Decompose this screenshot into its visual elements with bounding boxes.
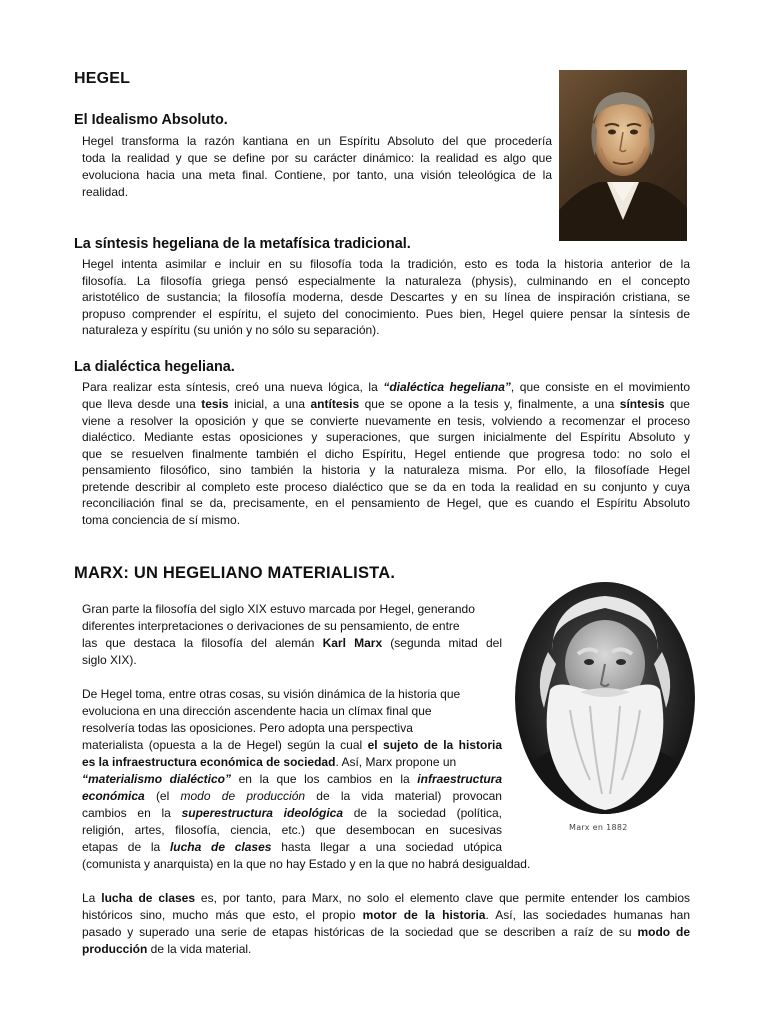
- marx-p2-line-2: evoluciona en una dirección ascendente hacia un clímax final que: [82, 704, 432, 718]
- marx-portrait-drawing: [510, 580, 700, 832]
- hegel-portrait-drawing: [559, 70, 687, 241]
- marx-p2-line-1: De Hegel toma, entre otras cosas, su visión dinámica de la historia que: [82, 687, 461, 701]
- marx-p2-line-7: [82, 788, 502, 805]
- marx-p1-line-4: siglo XIX).: [82, 653, 137, 667]
- karl-marx-name: Karl Marx: [322, 636, 383, 650]
- dialectic-line-2: [82, 396, 690, 413]
- bold-run: es la infraestructura económica de sociedad: [82, 755, 336, 769]
- marx-p3-line-4: [82, 941, 690, 958]
- marx-p2-line-8: [82, 805, 502, 822]
- text-run: históricos sino, mucho más que esto, el propio: [82, 908, 363, 922]
- text-run: que lleva desde una: [82, 397, 202, 411]
- bold-italic-run: económica: [82, 789, 145, 803]
- bold-italic-run: lucha de clases: [169, 840, 272, 854]
- bold-run: modo de: [637, 925, 690, 939]
- antitesis-term: antítesis: [310, 397, 360, 411]
- dialectic-line-9: toma conciencia de sí mismo.: [82, 513, 241, 527]
- text-run: Para realizar esta síntesis, creó una nueva lógica, la: [82, 380, 384, 394]
- tesis-term: tesis: [201, 397, 229, 411]
- hegel-heading: HEGEL: [74, 70, 131, 87]
- dialectic-line-6: pensamiento filosófico, sino también la historia y la naturaleza misma. Por ello, la filosofíade Hegel: [82, 463, 690, 477]
- dialectic-term: “dialéctica hegeliana”: [383, 380, 511, 394]
- idealism-title: El Idealismo Absoluto.: [74, 112, 228, 128]
- bold-italic-run: superestructura ideológica: [181, 806, 343, 820]
- marx-p2-line-11: (comunista y anarquista) en la que no hay Estado y en la que no habrá desigualdad.: [82, 857, 531, 871]
- text-run: inicial, a una: [228, 397, 311, 411]
- dialectic-line-5: que se resuelven finalmente también el dicho Espíritu, Hegel entiende que progresa todo: no solo el: [82, 447, 690, 461]
- text-run: que se opone a la tesis y, finalmente, a una: [359, 397, 620, 411]
- text-run: (segunda mitad del: [382, 636, 503, 650]
- marx-heading: MARX: UN HEGELIANO MATERIALISTA.: [74, 564, 396, 582]
- marx-portrait: [510, 580, 700, 832]
- text-run: , que consiste en el movimiento: [510, 380, 691, 394]
- idealism-line-1: Hegel transforma la razón kantiana en un Espíritu Absoluto del que procedería: [82, 134, 552, 148]
- synthesis-line-5: naturaleza y espíritu (su unión y no sólo su separación).: [82, 323, 380, 337]
- text-run: es, por tanto, para Marx, no solo el elemento clave que permite entender los cambios: [195, 891, 691, 905]
- text-run: . Así, Marx propone un: [335, 755, 457, 769]
- text-run: que: [664, 397, 690, 411]
- text-run: de la sociedad (política,: [343, 806, 502, 820]
- synthesis-line-4: propuso comprender el espíritu, el sujeto del conocimiento. Pues bien, Hegel quiere pensar la síntesis de: [82, 307, 690, 321]
- dialectic-line-4: dialéctico. Mediante estas oposiciones y superaciones, que surgen inicialmente del Espíritu Absoluto y: [82, 430, 690, 444]
- bold-italic-run: infraestructura: [417, 772, 502, 786]
- marx-p3-line-3: [82, 924, 690, 941]
- marx-p2-line-4: [82, 737, 502, 754]
- bold-run: el sujeto de la historia: [367, 738, 502, 752]
- text-run: materialista (opuesta a la de Hegel) según la cual: [82, 738, 368, 752]
- marx-p1-line-3: [82, 635, 502, 652]
- text-run: cambios en la: [82, 806, 182, 820]
- marx-photo-caption: Marx en 1882: [569, 823, 628, 832]
- text-run: etapas de la: [82, 840, 170, 854]
- marx-p2-line-9: religión, artes, filosofía, ciencia, etc.) que desembocan en sucesivas: [82, 823, 502, 837]
- marx-p3-line-1: [82, 890, 690, 907]
- synthesis-title: La síntesis hegeliana de la metafísica tradicional.: [74, 236, 411, 252]
- marx-p2-line-6: [82, 771, 502, 788]
- dialectic-line-8: reconciliación final se da, precisamente, en el pensamiento de Hegel, que es cuando el Espíritu Absoluto: [82, 496, 690, 510]
- hegel-portrait: [559, 70, 687, 241]
- bold-run: lucha de clases: [101, 891, 196, 905]
- text-run: pasado y superado una serie de etapas históricas de la sociedad que se describen a raíz de su: [82, 925, 638, 939]
- text-run: La: [82, 891, 102, 905]
- text-run: en la que los cambios en la: [231, 772, 418, 786]
- dialectic-line-1: [82, 379, 690, 396]
- bold-run: motor de la historia: [362, 908, 486, 922]
- text-run: hasta llegar a una sociedad utópica: [271, 840, 503, 854]
- text-run: (el: [144, 789, 181, 803]
- sintesis-term: síntesis: [619, 397, 665, 411]
- dialectic-title: La dialéctica hegeliana.: [74, 359, 235, 375]
- text-run: las que destaca la filosofía del alemán: [82, 636, 323, 650]
- marx-p2-line-3: resolvería todas las oposiciones. Pero adopta una perspectiva: [82, 721, 413, 735]
- marx-p1-line-2: diferentes interpretaciones o derivaciones de su pensamiento, de entre: [82, 619, 460, 633]
- marx-p2-line-5: [82, 754, 502, 771]
- text-run: . Así, las sociedades humanas han: [485, 908, 690, 922]
- marx-p2-line-10: [82, 839, 502, 856]
- idealism-line-4: realidad.: [82, 185, 129, 199]
- marx-p3-line-2: [82, 907, 690, 924]
- synthesis-line-3: aristotélico de sustancia; la filosofía moderna, desde Descartes y en su línea de inspiración cristiana, se: [82, 290, 690, 304]
- synthesis-line-1: Hegel intenta asimilar e incluir en su filosofía toda la tradición, esto es toda la historia anterior de la: [82, 257, 690, 271]
- text-run: de la vida material.: [147, 942, 252, 956]
- idealism-line-3: evoluciona hacia una meta final. Contiene, por tanto, una visión teleológica de la: [82, 168, 552, 182]
- dialectic-line-7: pretende describir al completo este proceso dialéctico que se da en toda la realidad en su conjunto y cuya: [82, 480, 690, 494]
- dialectic-line-3: viene a resolver la oposición y que se convierte nuevamente en tesis, volviendo a recomenzar el proceso: [82, 414, 690, 428]
- bold-italic-run: “materialismo dialéctico”: [82, 772, 231, 786]
- bold-run: producción: [82, 942, 148, 956]
- italic-run: modo de producción: [180, 789, 306, 803]
- text-run: de la vida material) provocan: [305, 789, 502, 803]
- marx-p1-line-1: Gran parte la filosofía del siglo XIX estuvo marcada por Hegel, generando: [82, 602, 475, 616]
- idealism-line-2: toda la realidad y que se define por su carácter dinámico: la realidad es algo que: [82, 151, 552, 165]
- synthesis-line-2: filosofía. La filosofía griega pensó especialmente la naturaleza (physis), culminando en el concepto: [82, 274, 690, 288]
